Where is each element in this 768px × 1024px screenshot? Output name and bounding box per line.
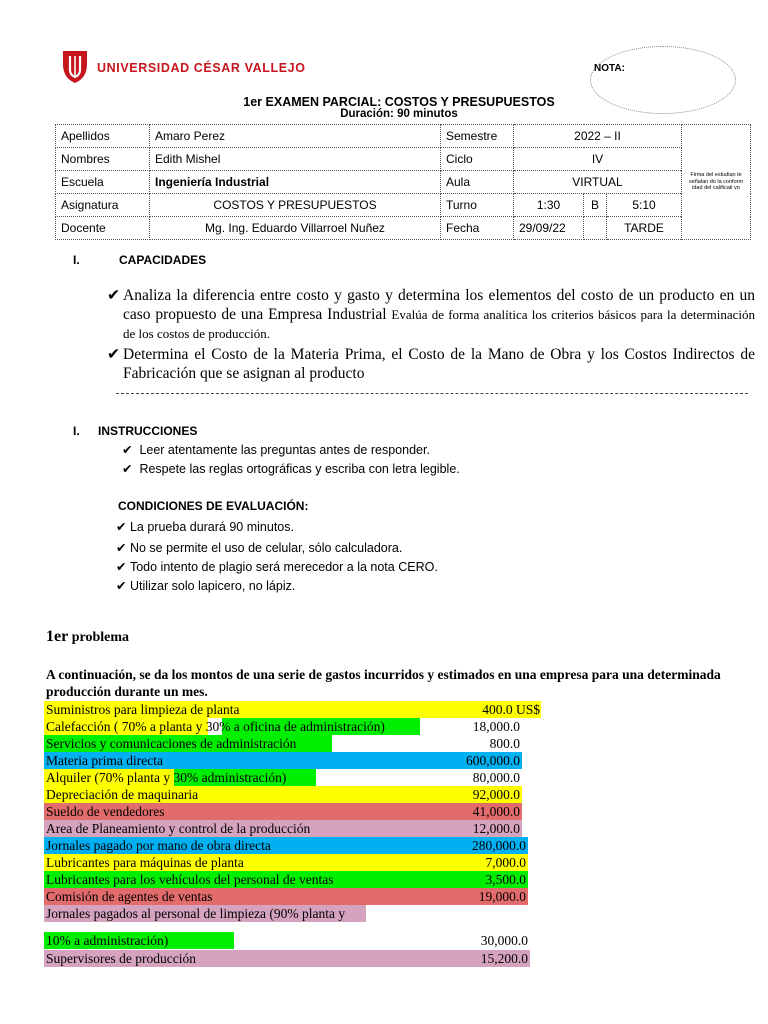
- fecha-turno: TARDE: [607, 217, 682, 240]
- nombres-value: Edith Mishel: [150, 148, 441, 171]
- problem-label: 1er problema: [46, 628, 130, 645]
- capacidades-heading: CAPACIDADES: [119, 253, 207, 267]
- apellidos-value: Amaro Perez: [150, 125, 441, 148]
- aula-label: Aula: [441, 171, 514, 194]
- check-icon: ✔: [116, 541, 127, 555]
- instruccion-item: ✔ Respete las reglas ortográficas y escriba con letra legible.: [122, 462, 460, 476]
- docente-value: Mg. Ing. Eduardo Villarroel Nuñez: [150, 217, 441, 240]
- check-icon: ✔: [122, 443, 133, 457]
- expense-row: Lubricantes para los vehículos del personal de ventas 3,500.0: [46, 872, 526, 887]
- condicion-item: ✔ Todo intento de plagio será merecedor a la nota CERO.: [116, 560, 438, 574]
- expense-row: 10% a administración) 30,000.0: [46, 933, 528, 948]
- check-icon: ✔: [107, 287, 120, 304]
- asignatura-label: Asignatura: [56, 194, 150, 217]
- semestre-value: 2022 – II: [514, 125, 682, 148]
- instrucciones-number: I.: [73, 424, 80, 438]
- escuela-value: Ingeniería Industrial: [150, 171, 441, 194]
- ciclo-value: IV: [514, 148, 682, 171]
- nota-label: NOTA:: [594, 63, 625, 74]
- capacidad-1-main: Analiza la diferencia entre costo y gasto y determina los elementos del costo de un producto en un caso propuesto de una Empresa Industrial: [123, 287, 755, 323]
- semestre-label: Semestre: [441, 125, 514, 148]
- capacidades-number: I.: [73, 253, 80, 267]
- expense-row: Jornales pagados al personal de limpieza (90% planta y: [0, 905, 768, 922]
- firma-note: Firma del estudian te señalan do la conform idad del calificati vo: [682, 125, 751, 240]
- escuela-label: Escuela: [56, 171, 150, 194]
- check-icon: ✔: [116, 579, 127, 593]
- docente-label: Docente: [56, 217, 150, 240]
- asignatura-value: COSTOS Y PRESUPUESTOS: [150, 194, 441, 217]
- check-icon: ✔: [122, 462, 133, 476]
- expense-row: Lubricantes para máquinas de planta 7,000.0: [46, 855, 526, 870]
- apellidos-label: Apellidos: [56, 125, 150, 148]
- instrucciones-heading: INSTRUCCIONES: [98, 424, 198, 438]
- turno-b: B: [584, 194, 607, 217]
- nombres-label: Nombres: [56, 148, 150, 171]
- capacidad-2-text: Determina el Costo de la Materia Prima, el Costo de la Mano de Obra y los Costos Indirectos de Fabricación que se asignan al producto: [123, 346, 755, 382]
- expense-row: Alquiler (70% planta y 30% administración) 80,000.0: [46, 770, 520, 785]
- capacidad-1-tail: Evalúa de forma analítica los criterios básicos para la determinación de los costos de producción.: [123, 307, 756, 341]
- expense-row: Supervisores de producción 15,200.0: [46, 951, 528, 966]
- condicion-item: ✔ Utilizar solo lapicero, no lápiz.: [116, 579, 296, 593]
- problem-intro: A continuación, se da los montos de una serie de gastos incurridos y estimados en una empresa para una determinada producción durante un mes.: [46, 667, 721, 699]
- expense-row: Materia prima directa 600,000.0: [46, 753, 520, 768]
- expense-row: Comisión de agentes de ventas 19,000.0: [46, 889, 526, 904]
- fecha-value: 29/09/22: [514, 217, 584, 240]
- expense-row: Suministros para limpieza de planta 400.0 US$: [46, 702, 540, 717]
- aula-value: VIRTUAL: [514, 171, 682, 194]
- instruccion-item: ✔ Leer atentamente las preguntas antes de responder.: [122, 443, 430, 457]
- condiciones-heading: CONDICIONES DE EVALUACIÓN:: [118, 499, 309, 513]
- check-icon: ✔: [116, 560, 127, 574]
- expense-row: Depreciación de maquinaria 92,000.0: [46, 787, 520, 802]
- condicion-item: ✔ La prueba durará 90 minutos.: [116, 520, 294, 534]
- check-icon: ✔: [116, 520, 127, 534]
- expense-row: Area de Planeamiento y control de la producción 12,000.0: [46, 821, 520, 836]
- exam-title: 1er EXAMEN PARCIAL: COSTOS Y PRESUPUESTOS: [243, 95, 555, 109]
- exam-duration: Duración: 90 minutos: [340, 108, 458, 120]
- turno-label: Turno: [441, 194, 514, 217]
- expense-row: Jornales pagado por mano de obra directa 280,000.0: [46, 838, 526, 853]
- university-name: UNIVERSIDAD CÉSAR VALLEJO: [97, 61, 306, 75]
- turno-hora: 1:30: [514, 194, 584, 217]
- expense-row: Servicios y comunicaciones de administración 800.0: [46, 736, 520, 751]
- check-icon: ✔: [107, 346, 120, 363]
- expense-row: Sueldo de vendedores 41,000.0: [46, 804, 520, 819]
- ciclo-label: Ciclo: [441, 148, 514, 171]
- condicion-item: ✔ No se permite el uso de celular, sólo calculadora.: [116, 541, 403, 555]
- fecha-label: Fecha: [441, 217, 514, 240]
- expense-row: Calefacción ( 70% a planta y 30% a oficina de administración) 18,000.0: [46, 719, 520, 734]
- turno-fin: 5:10: [607, 194, 682, 217]
